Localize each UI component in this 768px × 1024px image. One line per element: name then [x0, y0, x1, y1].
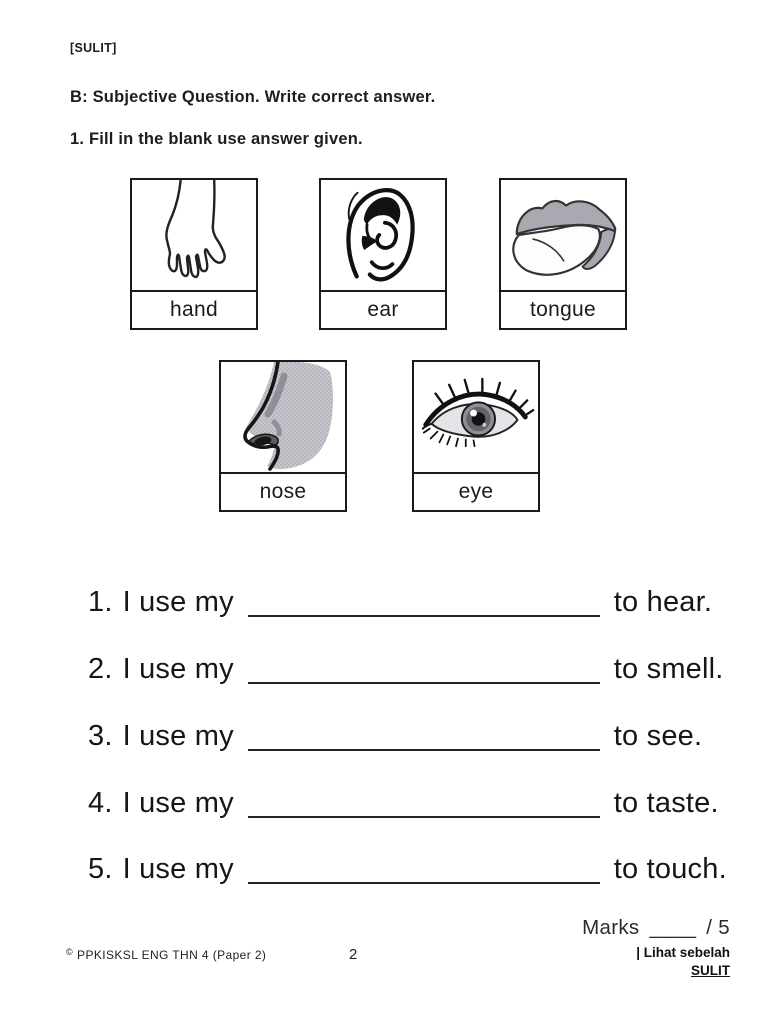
card-label-ear: ear — [367, 298, 399, 321]
nose-icon — [222, 362, 345, 471]
word-card-tongue — [499, 178, 627, 330]
word-card-nose — [219, 360, 347, 512]
card-label-hand: hand — [170, 298, 218, 321]
sentence-suffix: to see. — [613, 720, 703, 752]
sentence-row-2 — [88, 653, 724, 686]
sentence-number: 4. — [88, 787, 113, 819]
word-card-hand — [130, 178, 258, 330]
marks-total: / 5 — [706, 916, 730, 939]
page-classification-bottom: SULIT — [691, 963, 730, 979]
sentence-prefix: I use my — [122, 720, 234, 752]
sentence-number: 1. — [88, 586, 113, 618]
sentence-number: 2. — [88, 653, 113, 685]
flip-note: | Lihat sebelah — [636, 945, 730, 960]
sentence-prefix: I use my — [122, 787, 234, 819]
word-card-eye — [412, 360, 540, 512]
sentence-row-1 — [88, 586, 712, 619]
answer-blank-3[interactable] — [248, 747, 600, 751]
sentence-number: 3. — [88, 720, 113, 752]
footer-copyright — [66, 948, 266, 962]
marks-line — [582, 916, 730, 940]
sentence-row-4 — [88, 787, 719, 820]
sentence-suffix: to smell. — [613, 653, 724, 685]
sentence-suffix: to hear. — [613, 586, 713, 618]
card-label-tongue: tongue — [529, 298, 597, 321]
sentence-row-3 — [88, 720, 702, 753]
answer-blank-2[interactable] — [248, 680, 600, 684]
tongue-image — [501, 180, 625, 292]
answer-blank-5[interactable] — [248, 880, 600, 884]
sentence-suffix: to touch. — [613, 853, 727, 885]
sentence-prefix: I use my — [122, 586, 234, 618]
nose-image — [221, 362, 345, 474]
footer-right — [636, 944, 730, 980]
section-heading: B: Subjective Question. Write correct answer. — [70, 88, 436, 106]
tongue-icon — [505, 187, 621, 283]
sentence-number: 5. — [88, 853, 113, 885]
hand-image — [132, 180, 256, 292]
page-classification-top: [SULIT] — [70, 41, 117, 55]
sentence-prefix: I use my — [122, 653, 234, 685]
hand-icon — [148, 180, 240, 288]
question-instruction: 1. Fill in the blank use answer given. — [70, 130, 363, 148]
card-label-eye: eye — [458, 480, 494, 503]
answer-blank-1[interactable] — [248, 613, 600, 617]
card-label-nose: nose — [259, 480, 307, 503]
sentence-suffix: to taste. — [613, 787, 719, 819]
word-card-ear — [319, 178, 447, 330]
page-number: 2 — [349, 946, 358, 963]
eye-icon — [416, 368, 536, 466]
sentence-row-5 — [88, 853, 727, 886]
ear-icon — [336, 183, 430, 287]
copyright-icon: © — [66, 947, 74, 957]
sentence-prefix: I use my — [122, 853, 234, 885]
eye-image — [414, 362, 538, 474]
footer-left-text: PPKISKSL ENG THN 4 (Paper 2) — [77, 948, 267, 962]
ear-image — [321, 180, 445, 292]
marks-blank[interactable]: ____ — [649, 916, 697, 939]
answer-blank-4[interactable] — [248, 814, 600, 818]
marks-label: Marks — [582, 916, 640, 939]
